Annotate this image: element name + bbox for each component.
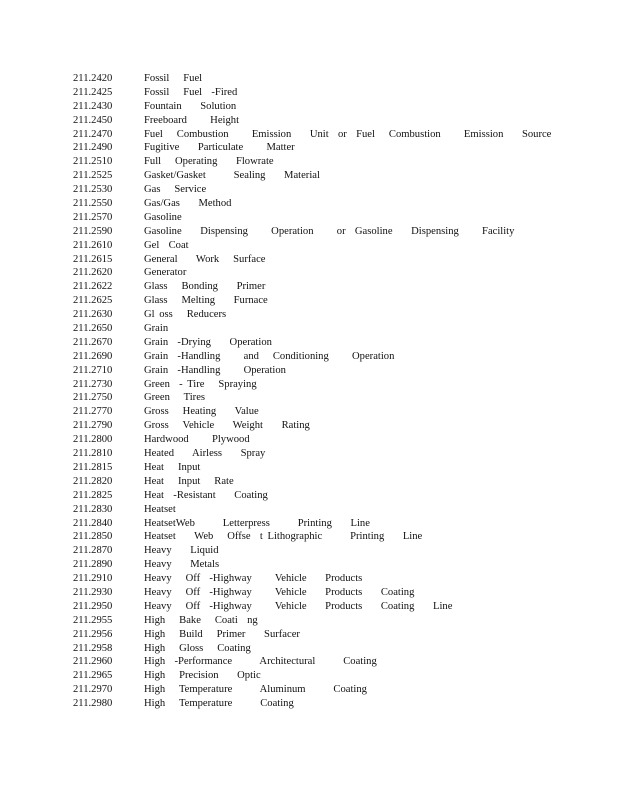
definition-entry	[73, 572, 593, 586]
section-number: 211.2610	[73, 239, 113, 251]
definition-entry	[73, 211, 593, 225]
defined-term: Generator	[144, 267, 187, 279]
definition-entry	[73, 655, 593, 669]
section-number: 211.2870	[73, 545, 113, 557]
definition-entry	[73, 183, 593, 197]
section-number: 211.2710	[73, 364, 113, 376]
section-number: 211.2490	[73, 142, 113, 154]
defined-term: Gel Coat	[144, 239, 189, 251]
definition-entry	[73, 669, 593, 683]
section-number: 211.2825	[73, 489, 113, 501]
defined-term: Grain -Handling and Conditioning Operation	[144, 350, 395, 362]
section-number: 211.2430	[73, 100, 113, 112]
definition-entry	[73, 614, 593, 628]
section-number: 211.2970	[73, 684, 113, 696]
definition-entry	[73, 128, 593, 142]
defined-term: Gasoline Dispensing Operation or Gasoline Dispensing Facility	[144, 225, 515, 237]
defined-term: Glass Bonding Primer	[144, 281, 266, 293]
defined-term: Fuel Combustion Emission Unit or Fuel Combustion Emission Source	[144, 128, 552, 140]
defined-term: High Precision Optic	[144, 670, 261, 682]
section-number: 211.2956	[73, 628, 113, 640]
definition-entry	[73, 72, 593, 86]
definition-entry	[73, 100, 593, 114]
definition-entry	[73, 294, 593, 308]
defined-term: Heatset Web Offse t Lithographic Printing Line	[144, 531, 423, 543]
section-number: 211.2650	[73, 323, 113, 335]
section-number: 211.2550	[73, 198, 113, 210]
definition-entry	[73, 517, 593, 531]
definition-entry	[73, 586, 593, 600]
section-number: 211.2958	[73, 642, 113, 654]
defined-term: High Build Primer Surfacer	[144, 628, 300, 640]
definition-entry	[73, 558, 593, 572]
section-number: 211.2930	[73, 586, 113, 598]
definition-entry	[73, 447, 593, 461]
defined-term: Gross Heating Value	[144, 406, 259, 418]
section-number: 211.2955	[73, 614, 113, 626]
definition-entry	[73, 405, 593, 419]
defined-term: Heavy Liquid	[144, 545, 219, 557]
definition-entry	[73, 489, 593, 503]
section-number: 211.2980	[73, 698, 113, 710]
definition-entry	[73, 628, 593, 642]
section-number: 211.2450	[73, 114, 113, 126]
section-number: 211.2890	[73, 559, 113, 571]
section-number: 211.2815	[73, 461, 113, 473]
defined-term: Freeboard Height	[144, 114, 240, 126]
defined-term: Gasket/Gasket Sealing Material	[144, 170, 320, 182]
defined-term: Heated Airless Spray	[144, 448, 266, 460]
definition-entry	[73, 600, 593, 614]
defined-term: Grain	[144, 323, 169, 335]
defined-term: Green - Tire Spraying	[144, 378, 257, 390]
definition-entry	[73, 391, 593, 405]
defined-term: Gl oss Reducers	[144, 309, 227, 321]
definition-entry	[73, 419, 593, 433]
defined-term: Heat Input	[144, 461, 201, 473]
definition-entry	[73, 697, 593, 711]
section-number: 211.2750	[73, 392, 113, 404]
definition-entry	[73, 336, 593, 350]
definition-entry	[73, 239, 593, 253]
defined-term: Heavy Off -Highway Vehicle Products Coating	[144, 586, 415, 598]
defined-term: Fugitive Particulate Matter	[144, 142, 295, 154]
definition-entry	[73, 169, 593, 183]
defined-term: Fossil Fuel -Fired	[144, 86, 238, 98]
section-number: 211.2590	[73, 225, 113, 237]
section-number: 211.2530	[73, 184, 113, 196]
defined-term: Gas/Gas Method	[144, 198, 232, 210]
defined-term: Glass Melting Furnace	[144, 295, 268, 307]
defined-term: Fossil Fuel	[144, 73, 203, 84]
section-number: 211.2625	[73, 295, 113, 307]
section-number: 211.2670	[73, 336, 113, 348]
section-number: 211.2630	[73, 309, 113, 321]
section-number: 211.2730	[73, 378, 113, 390]
definition-entry	[73, 225, 593, 239]
defined-term: Hardwood Plywood	[144, 434, 250, 446]
defined-term: Heatset	[144, 503, 176, 515]
defined-term: High Temperature Aluminum Coating	[144, 684, 367, 696]
defined-term: Full Operating Flowrate	[144, 156, 274, 168]
defined-term: Gross Vehicle Weight Rating	[144, 420, 310, 432]
definition-entry	[73, 253, 593, 267]
section-number: 211.2425	[73, 86, 113, 98]
section-number: 211.2965	[73, 670, 113, 682]
section-number: 211.2620	[73, 267, 113, 279]
defined-term: Heavy Metals	[144, 559, 220, 571]
definition-entry	[73, 683, 593, 697]
section-number: 211.2770	[73, 406, 113, 418]
section-number: 211.2960	[73, 656, 113, 668]
section-number: 211.2910	[73, 573, 113, 585]
defined-term: Gas Service	[144, 184, 207, 196]
section-number: 211.2840	[73, 517, 113, 529]
definition-entry	[73, 433, 593, 447]
defined-term: Grain -Handling Operation	[144, 364, 286, 376]
defined-term: Grain -Drying Operation	[144, 336, 272, 348]
defined-term: Heavy Off -Highway Vehicle Products Coating Line	[144, 600, 453, 612]
definition-entry	[73, 350, 593, 364]
defined-term: General Work Surface	[144, 253, 266, 265]
definition-entry	[73, 461, 593, 475]
definition-entry	[73, 197, 593, 211]
section-number: 211.2950	[73, 600, 113, 612]
section-number: 211.2790	[73, 420, 113, 432]
section-number: 211.2622	[73, 281, 113, 293]
section-number: 211.2470	[73, 128, 113, 140]
defined-term: High Temperature Coating	[144, 698, 294, 710]
section-number: 211.2510	[73, 156, 113, 168]
section-number: 211.2800	[73, 434, 113, 446]
defined-term: HeatsetWeb Letterpress Printing Line	[144, 517, 370, 529]
section-number: 211.2570	[73, 211, 113, 223]
defined-term: Green Tires	[144, 392, 206, 404]
definitions-list	[73, 72, 593, 711]
defined-term: Heavy Off -Highway Vehicle Products	[144, 573, 363, 585]
definition-entry	[73, 141, 593, 155]
defined-term: Fountain Solution	[144, 100, 237, 112]
defined-term: Gasoline	[144, 211, 182, 223]
defined-term: Heat Input Rate	[144, 475, 234, 487]
definition-entry	[73, 86, 593, 100]
defined-term: High -Performance Architectural Coating	[144, 656, 377, 668]
defined-term: High Gloss Coating	[144, 642, 251, 654]
definition-entry	[73, 642, 593, 656]
definition-entry	[73, 266, 593, 280]
section-number: 211.2850	[73, 531, 113, 543]
definition-entry	[73, 280, 593, 294]
section-number: 211.2615	[73, 253, 113, 265]
definition-entry	[73, 503, 593, 517]
section-number: 211.2690	[73, 350, 113, 362]
section-number: 211.2820	[73, 475, 113, 487]
definition-entry	[73, 544, 593, 558]
section-number: 211.2420	[73, 73, 113, 84]
definition-entry	[73, 530, 593, 544]
definition-entry	[73, 114, 593, 128]
section-number: 211.2810	[73, 448, 113, 460]
section-number: 211.2525	[73, 170, 113, 182]
section-number: 211.2830	[73, 503, 113, 515]
definition-entry	[73, 322, 593, 336]
definition-entry	[73, 475, 593, 489]
definition-entry	[73, 378, 593, 392]
defined-term: Heat -Resistant Coating	[144, 489, 268, 501]
definition-entry	[73, 364, 593, 378]
defined-term: High Bake Coati ng	[144, 614, 258, 626]
definition-entry	[73, 308, 593, 322]
definition-entry	[73, 155, 593, 169]
